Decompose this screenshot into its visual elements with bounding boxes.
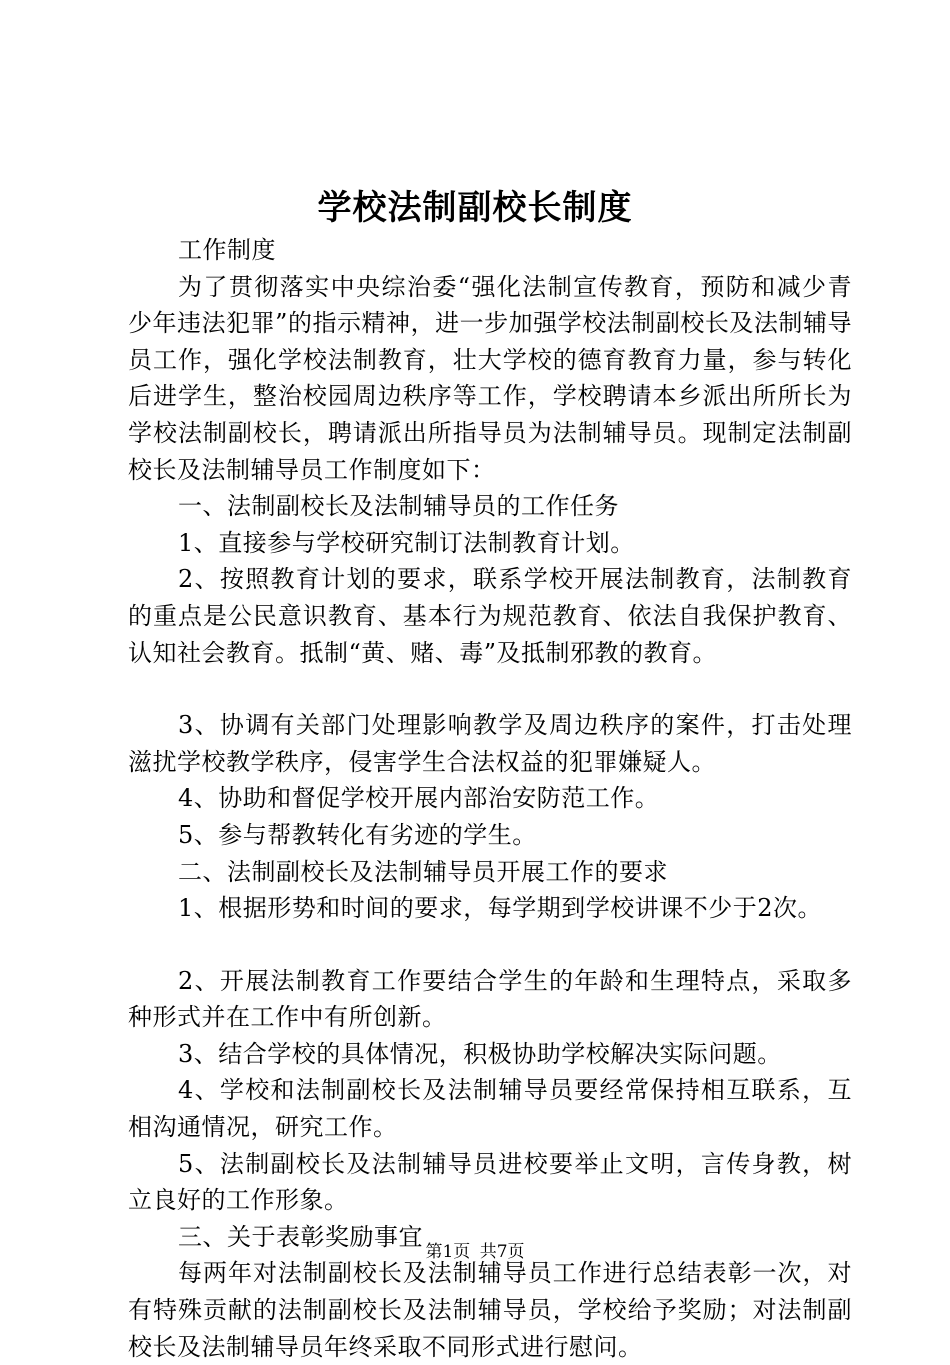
task-item-4: 4、协助和督促学校开展内部治安防范工作。 (178, 784, 660, 813)
task-item-1: 1、直接参与学校研究制订法制教育计划。 (178, 528, 635, 557)
requirement-item-1: 1、根据形势和时间的要求，每学期到学校讲课不少于2次。 (178, 894, 823, 923)
requirement-item-4: 4、学校和法制副校长及法制辅导员要经常保持相互联系，互相沟通情况，研究工作。 (128, 1076, 852, 1142)
section-heading-1: 一、法制副校长及法制辅导员的工作任务 (178, 492, 619, 521)
page-number: 第1页 (425, 1242, 471, 1262)
page-footer (0, 1240, 950, 1264)
requirement-item-5: 5、法制副校长及法制辅导员进校要举止文明，言传身教，树立良好的工作形象。 (128, 1149, 852, 1215)
section-heading-3: 三、关于表彰奖励事宜 (178, 1222, 423, 1251)
reward-paragraph: 每两年对法制副校长及法制辅导员工作进行总结表彰一次，对有特殊贡献的法制副校长及法制辅导员，学校给予奖励；对法制副校长及法制辅导员年终采取不同形式进行慰问。 (128, 1259, 852, 1361)
requirement-item-3: 3、结合学校的具体情况，积极协助学校解决实际问题。 (178, 1039, 782, 1068)
section-label: 工作制度 (178, 236, 276, 264)
intro-paragraph: 为了贯彻落实中央综治委“强化法制宣传教育，预防和减少青少年违法犯罪”的指示精神，进一步加强学校法制副校长及法制辅导员工作，强化学校法制教育，壮大学校的德育教育力量，参与转化后进学生，整治校园周边秩序等工作，学校聘请本乡派出所所长为学校法制副校长，聘请派出所指导员为法制辅导员。现制定法制副校长及法制辅导员工作制度如下： (128, 272, 852, 484)
document-body (128, 232, 852, 1365)
task-item-2: 2、按照教育计划的要求，联系学校开展法制教育，法制教育的重点是公民意识教育、基本行为规范教育、依法自我保护教育、认知社会教育。抵制“黄、赌、毒”及抵制邪教的教育。 (128, 565, 852, 667)
page-total: 共7页 (479, 1242, 525, 1262)
task-item-5: 5、参与帮教转化有劣迹的学生。 (178, 820, 537, 849)
section-heading-2: 二、法制副校长及法制辅导员开展工作的要求 (178, 857, 668, 886)
task-item-3: 3、协调有关部门处理影响教学及周边秩序的案件，打击处理滋扰学校教学秩序，侵害学生合法权益的犯罪嫌疑人。 (128, 711, 852, 776)
document-title: 学校法制副校长制度 (317, 188, 633, 228)
requirement-item-2: 2、开展法制教育工作要结合学生的年龄和生理特点，采取多种形式并在工作中有所创新。 (128, 966, 852, 1032)
